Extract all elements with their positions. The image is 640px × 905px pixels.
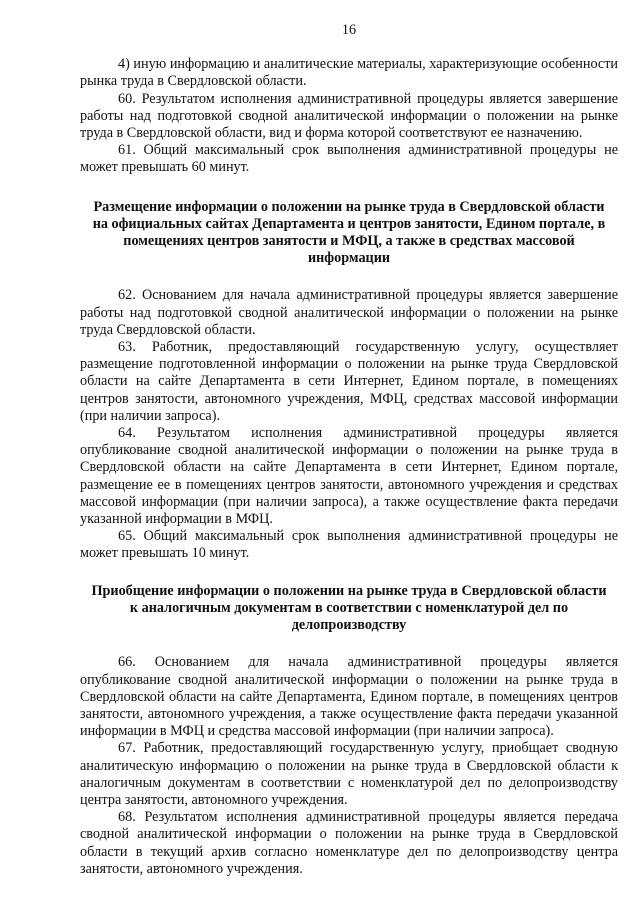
paragraph-63: 63. Работник, предоставляющий государственную услугу, осуществляет размещение подготовленной информации о положении на рынке труда Свердловской области на сайте Департамента в сети Интернет, Едином портале, в помещениях центров занятости, автономного учреждения, МФЦ, средствах массовой информации (при наличии запроса). [80, 339, 618, 424]
paragraph-64: 64. Результатом исполнения административной процедуры является опубликование сводной аналитической информации о положении на рынке труда в Свердловской области на сайте Департамента в сети Интернет, Едином портале, размещение ее в помещениях центров занятости, автономного учреждения и средствах массовой информации (при наличии запроса), а также осуществление факта передачи указанной информации в МФЦ. [80, 425, 618, 528]
paragraph-62: 62. Основанием для начала административной процедуры является завершение работы над подготовкой сводной аналитической информации о положении на рынке труда Свердловской области. [80, 287, 618, 338]
paragraph-item-4: 4) иную информацию и аналитические материалы, характеризующие особенности рынка труда в Свердловской области. [80, 56, 618, 90]
paragraph-60: 60. Результатом исполнения административной процедуры является завершение работы над подготовкой сводной аналитической информации о положении на рынке труда в Свердловской области, вид и форма которой соответствуют ее назначению. [80, 90, 618, 142]
paragraph-67: 67. Работник, предоставляющий государственную услугу, приобщает сводную аналитическую информацию о положении на рынке труда в Свердловской области к аналогичным документам в соответствии с номенклатурой дел по делопроизводству центра занятости, автономного учреждения. [80, 740, 618, 808]
paragraph-61: 61. Общий максимальный срок выполнения административной процедуры не может превышать 60 минут. [80, 142, 618, 176]
section-heading-placement: Размещение информации о положении на рынке труда в Свердловской области на официальных сайтах Департамента и центров занятости, Едином портале, в помещениях центров занятости и МФЦ, а также в средствах массовой информации [92, 198, 606, 267]
paragraph-65: 65. Общий максимальный срок выполнения административной процедуры не может превышать 10 минут. [80, 528, 618, 562]
paragraph-68: 68. Результатом исполнения административной процедуры является передача сводной аналитической информации о положении на рынке труда в Свердловской области в текущий архив согласно номенклатуре дел по делопроизводству центра занятости, автономного учреждения. [80, 809, 618, 877]
paragraph-66: 66. Основанием для начала административной процедуры является опубликование сводной аналитической информации о положении на рынке труда в Свердловской области на сайте Департамента, Едином портале, в помещениях центров занятости, автономного учреждения, а также осуществление факта передачи указанной информации в МФЦ и средства массовой информации (при наличии запроса). [80, 654, 618, 740]
section-heading-filing: Приобщение информации о положении на рынке труда в Свердловской области к аналогичным документам в соответствии с номенклатурой дел по делопроизводству [91, 582, 607, 634]
page-number: 16 [341, 22, 357, 38]
